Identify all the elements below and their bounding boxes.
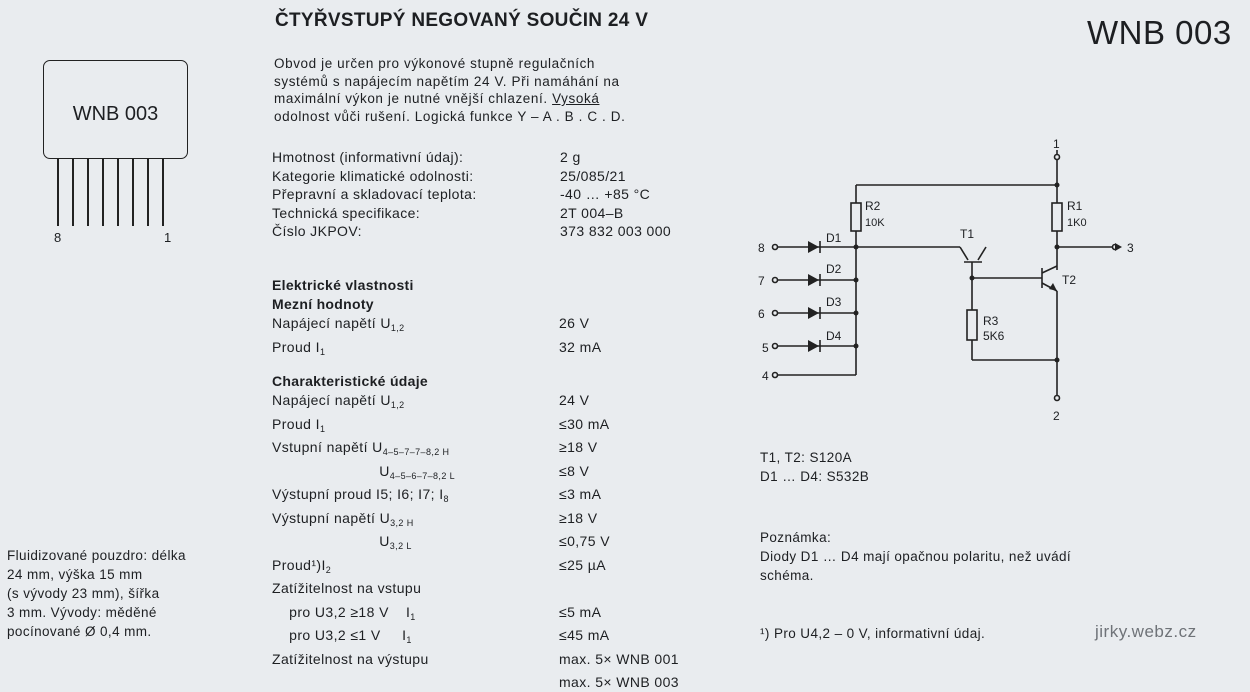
package-pin xyxy=(162,158,164,226)
part-code: WNB 003 xyxy=(1087,14,1232,51)
footnote: ¹) Pro U4,2 – 0 V, informativní údaj. xyxy=(760,626,986,641)
package-label: WNB 003 xyxy=(72,103,159,125)
param-row xyxy=(272,650,679,674)
param-row xyxy=(272,148,671,167)
package-description xyxy=(7,546,186,641)
label-text: Proud I xyxy=(272,338,320,355)
pin-number-8: 8 xyxy=(54,230,62,245)
param-label xyxy=(272,556,559,580)
intro-line: odolnost vůči rušení. Logická funkce Y – A . B . C . D. xyxy=(274,108,626,124)
pin-2-label: 2 xyxy=(1053,409,1060,423)
intro-line: Obvod je určen pro výkonové stupně regulačních xyxy=(274,56,596,71)
param-row xyxy=(272,626,679,650)
param-label xyxy=(272,579,559,603)
parts-line: T1, T2: S120A xyxy=(760,450,853,465)
param-value: max. 5× WNB 001 xyxy=(559,650,679,667)
param-row xyxy=(272,415,679,439)
t2-label: T2 xyxy=(1062,273,1077,287)
note-heading: Poznámka: xyxy=(760,530,832,545)
d2-label: D2 xyxy=(826,262,842,276)
r3-label: R3 xyxy=(983,314,999,328)
param-value: ≥18 V xyxy=(559,439,598,455)
param-value: 32 mA xyxy=(559,338,602,355)
label-text: Zatížitelnost na výstupu xyxy=(272,650,429,667)
r2-label: R2 xyxy=(865,199,881,213)
param-label: Přepravní a skladovací teplota: xyxy=(272,186,477,202)
param-row xyxy=(272,485,679,509)
param-label xyxy=(272,509,559,533)
param-label xyxy=(272,650,559,674)
label-sub: 3,2 L xyxy=(389,541,412,551)
param-value: 25/085/21 xyxy=(560,167,626,184)
label-sub: 3,2 H xyxy=(390,517,414,528)
param-row xyxy=(272,556,679,580)
label-sub: 1,2 xyxy=(390,400,405,410)
d3-label: D3 xyxy=(826,295,842,309)
note-line: schéma. xyxy=(760,568,814,583)
package-pin xyxy=(87,158,89,226)
param-label xyxy=(272,438,559,462)
param-label: Kategorie klimatické odolnosti: xyxy=(272,167,474,184)
label-sub: 4–5–6–7–8,2 L xyxy=(389,470,456,481)
param-row xyxy=(272,222,671,241)
intro-line xyxy=(274,90,625,108)
param-value: ≤0,75 V xyxy=(559,533,610,549)
label-sub: 1 xyxy=(410,611,416,622)
r2-value: 10K xyxy=(865,217,885,229)
label-sub: 1 xyxy=(319,423,326,434)
desc-line: pocínované Ø 0,4 mm. xyxy=(7,624,152,639)
param-row xyxy=(272,532,679,556)
param-row xyxy=(272,314,601,338)
pin-6-label: 6 xyxy=(758,307,765,321)
param-value: max. 5× WNB 003 xyxy=(559,674,679,690)
param-row xyxy=(272,185,671,204)
limits-heading: Mezní hodnoty xyxy=(272,296,374,312)
param-label xyxy=(272,532,559,556)
desc-line: Fluidizované pouzdro: délka xyxy=(7,548,186,563)
param-label xyxy=(272,603,559,627)
label-sub: 8 xyxy=(443,494,449,504)
param-label xyxy=(272,391,559,415)
pin-number-1: 1 xyxy=(164,230,172,245)
package-pin xyxy=(147,158,149,226)
label-text: Proud¹)I xyxy=(272,556,326,573)
label-sub: 1,2 xyxy=(390,323,405,333)
pin-8-label: 8 xyxy=(758,241,765,255)
package-pin xyxy=(117,158,119,226)
label-text: Proud I xyxy=(272,415,320,432)
param-label xyxy=(272,673,559,692)
param-label xyxy=(272,314,559,338)
label-sub: 2 xyxy=(325,564,332,575)
note-line: Diody D1 … D4 mají opačnou polaritu, než uvádí xyxy=(760,549,1072,564)
label-sub: 4–5–7–7–8,2 H xyxy=(382,447,450,457)
param-value: ≤45 mA xyxy=(559,627,610,643)
label-text: Výstupní proud I5; I6; I7; I xyxy=(272,486,444,502)
label-text: Napájecí napětí U xyxy=(272,315,391,331)
pin-1-label: 1 xyxy=(1053,137,1060,151)
r3-value: 5K6 xyxy=(983,329,1005,343)
label-sub: 1 xyxy=(319,346,326,357)
param-row xyxy=(272,509,679,533)
page-title: ČTYŘVSTUPÝ NEGOVANÝ SOUČIN 24 V xyxy=(275,10,649,31)
package-pin xyxy=(72,158,74,226)
param-label xyxy=(272,338,559,362)
label-text: U xyxy=(272,533,390,549)
param-value: 24 V xyxy=(559,392,590,408)
intro-paragraph xyxy=(274,55,625,125)
label-text: pro U3,2 ≥18 V I xyxy=(272,603,411,620)
char-heading: Charakteristické údaje xyxy=(272,373,429,389)
param-value xyxy=(559,579,679,603)
watermark: jirky.webz.cz xyxy=(1095,622,1197,641)
intro-line: systémů s napájecím napětím 24 V. Při namáhání na xyxy=(274,73,620,89)
param-row xyxy=(272,462,679,486)
param-label: Hmotnost (informativní údaj): xyxy=(272,149,464,165)
label-text: Napájecí napětí U xyxy=(272,392,391,408)
param-value: -40 … +85 °C xyxy=(560,186,651,202)
param-row xyxy=(272,579,679,603)
param-row xyxy=(272,438,679,462)
param-label xyxy=(272,626,559,650)
package-pin xyxy=(102,158,104,226)
desc-line: (s vývody 23 mm), šířka xyxy=(7,586,160,601)
t1-label: T1 xyxy=(960,227,975,241)
electrical-heading: Elektrické vlastnosti xyxy=(272,277,414,293)
label-text: Zatížitelnost na vstupu xyxy=(272,580,422,596)
d1-label: D1 xyxy=(826,231,842,245)
label-text: pro U3,2 ≤1 V I xyxy=(272,627,407,643)
desc-line: 3 mm. Vývody: měděné xyxy=(7,605,157,620)
param-row xyxy=(272,673,679,692)
param-value: ≤25 µA xyxy=(559,556,606,573)
param-value: ≤8 V xyxy=(559,462,590,479)
param-value: ≥18 V xyxy=(559,509,598,526)
label-text: Vstupní napětí U xyxy=(272,439,383,455)
label-sub: 1 xyxy=(406,635,412,645)
d4-label: D4 xyxy=(826,329,842,343)
param-value: 2 g xyxy=(560,149,581,165)
circuit-schematic xyxy=(740,130,1140,430)
param-value: 26 V xyxy=(559,315,590,331)
label-text: U xyxy=(272,462,390,479)
param-value: ≤3 mA xyxy=(559,486,602,502)
char-table xyxy=(272,391,679,692)
param-row xyxy=(272,603,679,627)
param-value: 2T 004–B xyxy=(560,204,624,221)
intro-underlined: Vysoká xyxy=(552,91,600,106)
param-label xyxy=(272,485,559,509)
pin-5-label: 5 xyxy=(762,341,769,355)
param-row xyxy=(272,338,601,362)
param-value: ≤5 mA xyxy=(559,603,602,620)
param-row xyxy=(272,391,679,415)
r1-value: 1K0 xyxy=(1067,217,1087,229)
param-row xyxy=(272,167,671,186)
desc-line: 24 mm, výška 15 mm xyxy=(7,567,143,582)
param-row xyxy=(272,204,671,223)
limits-table xyxy=(272,314,601,361)
general-params xyxy=(272,148,671,241)
intro-text: maximální výkon je nutné vnější chlazení. xyxy=(274,91,553,106)
pin-4-label: 4 xyxy=(762,369,769,383)
label-text: Výstupní napětí U xyxy=(272,509,391,526)
pin-7-label: 7 xyxy=(758,274,765,288)
param-value: 373 832 003 000 xyxy=(560,223,672,239)
note-block xyxy=(760,528,1071,585)
parts-line: D1 … D4: S532B xyxy=(760,469,870,484)
pin-3-label: 3 xyxy=(1127,241,1134,255)
param-value: ≤30 mA xyxy=(559,415,610,432)
param-label xyxy=(272,462,559,486)
r1-label: R1 xyxy=(1067,199,1083,213)
parts-list xyxy=(760,448,869,486)
param-label: Číslo JKPOV: xyxy=(272,223,362,239)
package-pin xyxy=(132,158,134,226)
param-label: Technická specifikace: xyxy=(272,204,421,221)
param-label xyxy=(272,415,559,439)
package-pin xyxy=(57,158,59,226)
